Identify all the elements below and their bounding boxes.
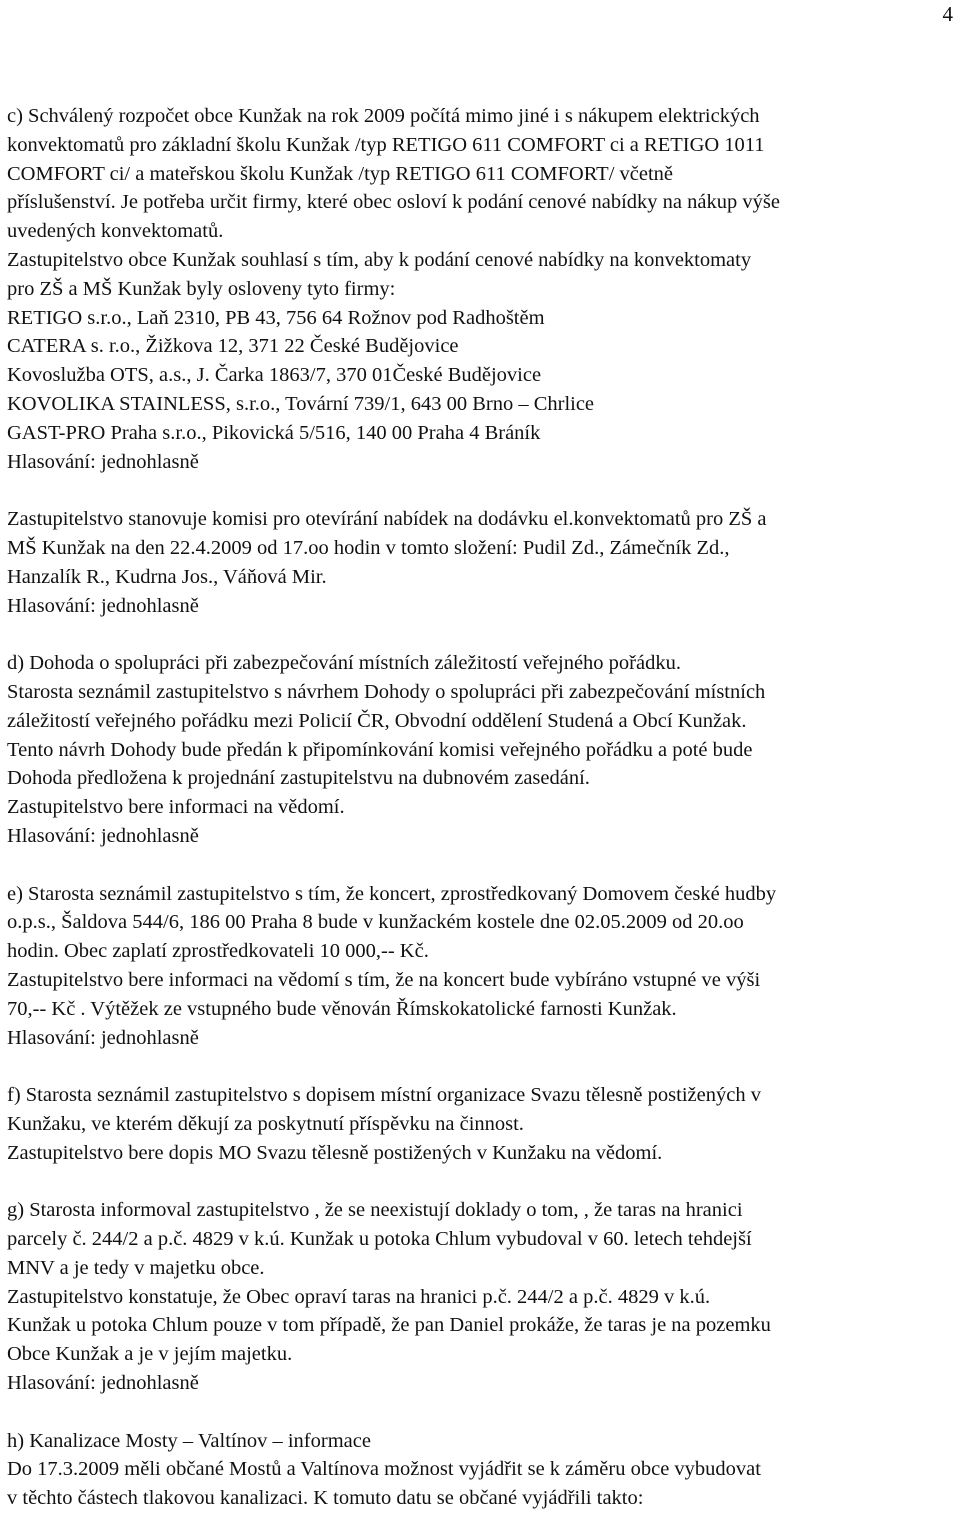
text-line: c) Schválený rozpočet obce Kunžak na rok 2009 počítá mimo jiné i s nákupem elektrických [7,105,760,127]
section-heading: d) Dohoda o spolupráci při zabezpečování místních záležitostí veřejného pořádku. [7,652,681,675]
text-line: Kunžaku, ve kterém děkují za poskytnutí příspěvku na činnost. [7,1112,524,1135]
company-line: GAST-PRO Praha s.r.o., Pikovická 5/516, 140 00 Praha 4 Bráník [7,421,541,444]
paragraph-gap [7,851,957,880]
text-line: Do 17.3.2009 měli občané Mostů a Valtínova možnost vyjádřit se k záměru obce vybudovat [7,1458,761,1481]
company-line: RETIGO s.r.o., Laň 2310, PB 43, 756 64 Rožnov pod Radhoštěm [7,306,545,329]
text-line: příslušenství. Je potřeba určit firmy, které obec osloví k podání cenové nabídky na nákup výše [7,191,780,214]
text-line: Dohoda předložena k projednání zastupitelstvu na dubnovém zasedání. [7,767,590,790]
text-line: Zastupitelstvo bere informaci na vědomí. [7,796,345,819]
text-line: hodin. Obec zaplatí zprostředkovateli 10 000,-- Kč. [7,940,429,963]
text-line: uvedených konvektomatů. [7,220,224,243]
paragraph-gap [7,620,957,649]
document-body [7,102,957,1513]
text-line: Obce Kunžak a je v jejím majetku. [7,1343,293,1366]
section-commission [7,505,957,620]
text-line: MŠ Kunžak na den 22.4.2009 od 17.oo hodin v tomto složení: Pudil Zd., Zámečník Zd., [7,536,730,559]
page-number: 4 [942,2,953,26]
section-e [7,880,957,1053]
text-line: Zastupitelstvo konstatuje, že Obec opraví taras na hranici p.č. 244/2 a p.č. 4829 v k.ú. [7,1285,711,1308]
paragraph-gap [7,476,957,505]
text-line: konvektomatů pro základní školu Kunžak /typ RETIGO 611 COMFORT ci a RETIGO 1011 [7,133,765,156]
text-line: Zastupitelstvo stanovuje komisi pro otevírání nabídek na dodávku el.konvektomatů pro ZŠ a [7,508,767,531]
section-g [7,1196,957,1398]
section-heading: e) Starosta seznámil zastupitelstvo s tím, že koncert, zprostředkovaný Domovem české hudby [7,882,777,905]
vote-result: Hlasování: jednohlasně [7,450,199,473]
text-line: Kunžak u potoka Chlum pouze v tom případě, že pan Daniel prokáže, že taras je na pozemku [7,1314,771,1337]
text-line: COMFORT ci/ a mateřskou školu Kunžak /typ RETIGO 611 COMFORT/ včetně [7,162,674,185]
text-line: Starosta seznámil zastupitelstvo s návrhem Dohody o spolupráci při zabezpečování místních [7,680,766,703]
text-line: Zastupitelstvo bere dopis MO Svazu tělesně postižených v Kunžaku na vědomí. [7,1141,663,1164]
text-line: 70,-- Kč . Výtěžek ze vstupného bude věnován Římskokatolické farnosti Kunžak. [7,997,677,1020]
section-heading: h) Kanalizace Mosty – Valtínov – informace [7,1429,371,1452]
paragraph-gap [7,1167,957,1196]
vote-result: Hlasování: jednohlasně [7,594,199,617]
text-line: Tento návrh Dohody bude předán k připomínkování komisi veřejného pořádku a poté bude [7,738,753,761]
text-line: MNV a je tedy v majetku obce. [7,1256,265,1279]
company-line: CATERA s. r.o., Žižkova 12, 371 22 České Budějovice [7,335,459,358]
text-line: o.p.s., Šaldova 544/6, 186 00 Praha 8 bude v kunžackém kostele dne 02.05.2009 od 20.oo [7,911,744,934]
vote-result: Hlasování: jednohlasně [7,1026,199,1049]
text-line: pro ZŠ a MŠ Kunžak byly osloveny tyto firmy: [7,277,396,300]
section-heading: g) Starosta informoval zastupitelstvo , že se neexistují doklady o tom, , že taras na hranici [7,1199,743,1222]
vote-result: Hlasování: jednohlasně [7,824,199,847]
paragraph-gap [7,1398,957,1427]
text-line: Hanzalík R., Kudrna Jos., Váňová Mir. [7,565,327,588]
company-line: Kovoslužba OTS, a.s., J. Čarka 1863/7, 370 01České Budějovice [7,364,542,387]
text-line: Zastupitelstvo obce Kunžak souhlasí s tím, aby k podání cenové nabídky na konvektomaty [7,248,752,271]
section-c [7,102,957,476]
section-heading: f) Starosta seznámil zastupitelstvo s dopisem místní organizace Svazu tělesně postižených v [7,1084,761,1107]
text-line: Zastupitelstvo bere informaci na vědomí s tím, že na koncert bude vybíráno vstupné ve výši [7,968,761,991]
section-d [7,649,957,851]
text-line: záležitostí veřejného pořádku mezi Policií ČR, Obvodní oddělení Studená a Obcí Kunžak. [7,709,747,732]
paragraph-gap [7,1052,957,1081]
section-h [7,1427,957,1513]
vote-result: Hlasování: jednohlasně [7,1372,199,1395]
text-line: v těchto částech tlakovou kanalizaci. K tomuto datu se občané vyjádřili takto: [7,1487,644,1510]
section-f [7,1081,957,1167]
company-line: KOVOLIKA STAINLESS, s.r.o., Tovární 739/1, 643 00 Brno – Chrlice [7,392,595,415]
text-line: parcely č. 244/2 a p.č. 4829 v k.ú. Kunžak u potoka Chlum vybudoval v 60. letech tehdejší [7,1228,752,1251]
